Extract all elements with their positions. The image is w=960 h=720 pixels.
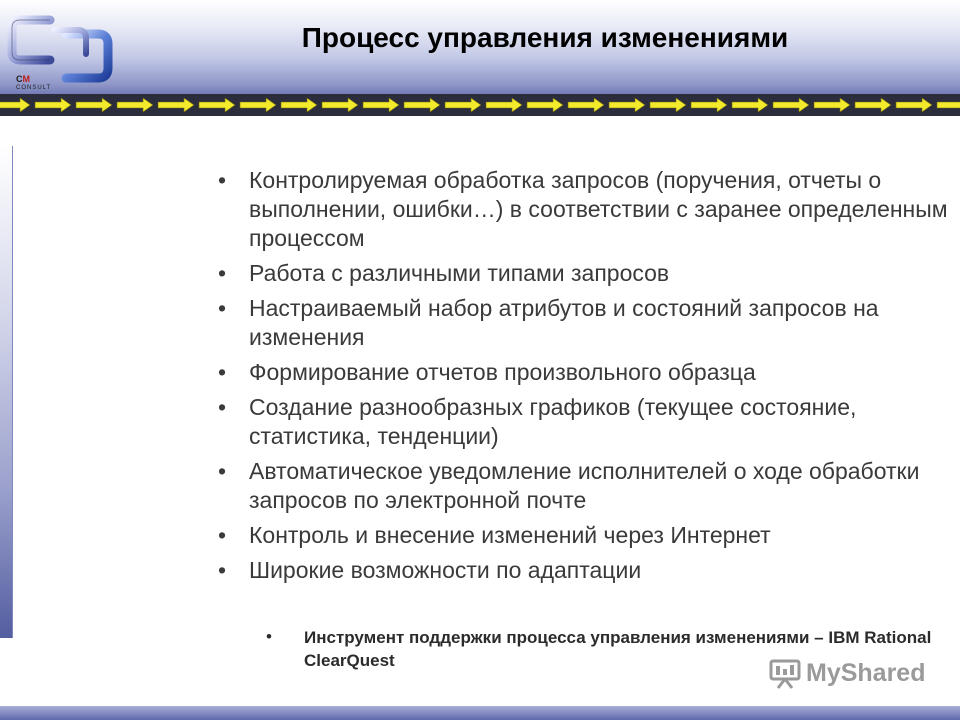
bullet-dot: • (218, 295, 227, 321)
bullet-list (216, 166, 956, 591)
bullet-item (216, 358, 956, 387)
arrow-icon (527, 98, 563, 112)
arrow-icon (76, 98, 112, 112)
bullet-dot: • (218, 394, 227, 420)
arrow-icon (650, 98, 686, 112)
bullet-text: Широкие возможности по адаптации (249, 557, 642, 583)
arrow-icon (117, 98, 153, 112)
bullet-dot: • (218, 167, 227, 193)
arrow-icon (814, 98, 850, 112)
bullet-item (216, 393, 956, 451)
arrow-icon (896, 98, 932, 112)
cm-consult-logo (6, 6, 118, 92)
bullet-item (216, 259, 956, 288)
sub-bullet-dot: • (266, 627, 272, 646)
bullet-text: Формирование отчетов произвольного образца (249, 359, 756, 385)
arrow-icon (855, 98, 891, 112)
bullet-item (216, 294, 956, 352)
slide-header (0, 0, 960, 96)
bullet-text: Настраиваемый набор атрибутов и состояний запросов на изменения (249, 295, 879, 350)
logo-brand-mark (16, 74, 30, 84)
bullet-dot: • (218, 260, 227, 286)
arrow-icon (732, 98, 768, 112)
arrow-icon (281, 98, 317, 112)
arrow-divider-band (0, 94, 960, 116)
left-accent-bar (0, 146, 13, 638)
bullet-item (216, 521, 956, 550)
watermark-text: MyShared (806, 659, 926, 687)
arrow-icon (322, 98, 358, 112)
bullet-item (216, 556, 956, 585)
logo-subtitle: CONSULT (16, 85, 52, 91)
arrow-icon (240, 98, 276, 112)
arrow-icon (937, 98, 960, 112)
logo-brand-text: CM (16, 74, 30, 84)
bullet-text: Создание разнообразных графиков (текущее состояние, статистика, тенденции) (249, 394, 857, 449)
bullet-text: Контроль и внесение изменений через Интернет (249, 522, 771, 548)
arrow-divider-icons (0, 94, 960, 116)
bullet-text: Работа с различными типами запросов (249, 260, 670, 286)
arrow-icon (35, 98, 71, 112)
arrow-icon (773, 98, 809, 112)
presentation-board-icon (768, 656, 802, 690)
sub-bullet-text: Инструмент поддержки процесса управления изменениями – IBM Rational ClearQuest (304, 628, 932, 670)
arrow-icon (199, 98, 235, 112)
bullet-item (216, 166, 956, 253)
arrow-icon (609, 98, 645, 112)
arrow-icon (363, 98, 399, 112)
bullet-dot: • (218, 458, 227, 484)
arrow-icon (486, 98, 522, 112)
arrow-icon (0, 98, 30, 112)
bullet-dot: • (218, 359, 227, 385)
footer-bar (0, 706, 960, 720)
bullet-text: Контролируемая обработка запросов (поручения, отчеты о выполнении, ошибки…) в соответствии с заранее определенным процессом (249, 167, 948, 251)
watermark (768, 656, 938, 692)
arrow-icon (158, 98, 194, 112)
arrow-icon (445, 98, 481, 112)
bullet-text: Автоматическое уведомление исполнителей о ходе обработки запросов по электронной почте (249, 458, 920, 513)
bullet-item (216, 457, 956, 515)
bullet-dot: • (218, 522, 227, 548)
bullet-dot: • (218, 557, 227, 583)
arrow-icon (568, 98, 604, 112)
arrow-icon (404, 98, 440, 112)
slide-title: Процесс управления изменениями (301, 22, 789, 53)
arrow-icon (691, 98, 727, 112)
